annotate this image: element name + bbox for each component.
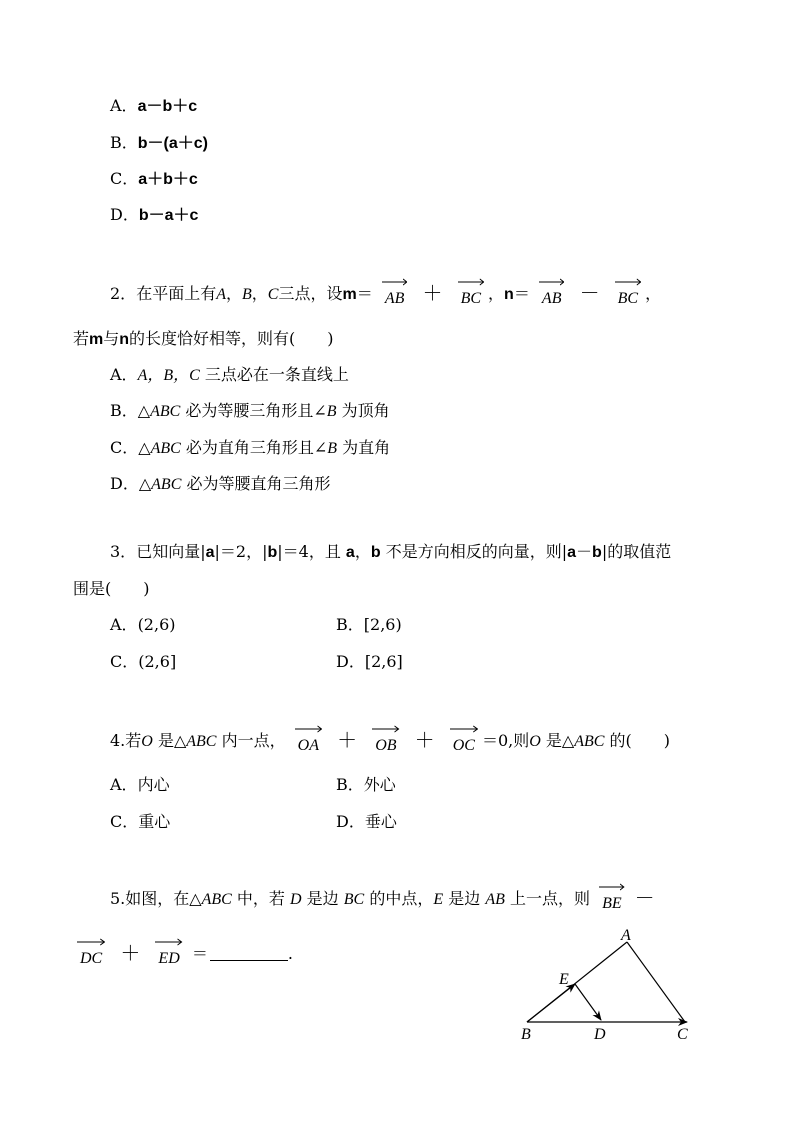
q5-stem-line2: DC ＋ ED ＝ . (73, 942, 293, 970)
q2-stem-line1: 2．在平面上有A，B，C三点，设m＝ AB ＋ BC ，n＝ AB － BC ， (110, 282, 661, 310)
label-d: D (594, 1026, 606, 1043)
answer-blank[interactable] (210, 944, 288, 961)
q2-option-c: C．△ABC 必为直角三角形且∠B 为直角 (110, 438, 391, 457)
q5-stem-line1: 5.如图，在△ABC 中，若 D 是边 BC 的中点，E 是边 AB 上一点，则 BE － (110, 887, 661, 915)
label-c: C (677, 1026, 688, 1043)
q3-option-c: C．(2,6] (110, 652, 177, 671)
q2-option-a: A．A，B，C 三点必在一条直线上 (110, 365, 349, 384)
vector-ob: OB (372, 735, 399, 757)
q3-stem-line2: 围是( ) (73, 579, 150, 598)
q4-option-a: A．内心 (110, 775, 170, 794)
q1-option-d: D．b－a＋c (110, 205, 199, 224)
vector-oc: OC (450, 735, 478, 757)
q1-option-b: B．b－(a＋c) (110, 133, 208, 152)
vector-be: BE (599, 893, 625, 915)
vector-be-arrow (527, 984, 575, 1022)
label-a: A (621, 927, 631, 944)
triangle-figure (515, 926, 705, 1046)
vector-dc: DC (77, 948, 105, 970)
q1-option-a: A．a－b＋c (110, 96, 198, 115)
q1-option-c: C．a＋b＋c (110, 169, 198, 188)
q2-stem-line2: 若m与n的长度恰好相等，则有( ) (73, 329, 334, 348)
q3-stem-line1: 3．已知向量|a|＝2，|b|＝4，且 a，b 不是方向相反的向量，则|a－b|的取值范 (110, 542, 672, 561)
q4-option-d: D．垂心 (336, 812, 397, 831)
q4-option-b: B．外心 (336, 775, 396, 794)
vector-bc: BC (458, 288, 484, 310)
q4-stem: 4.若O 是△ABC 内一点， OA ＋ OB ＋ OC ＝0,则O 是△ABC 的( ) (110, 729, 670, 757)
q3-option-a: A．(2,6) (110, 615, 176, 634)
q2-option-b: B．△ABC 必为等腰三角形且∠B 为顶角 (110, 401, 390, 420)
q3-option-b: B．[2,6) (336, 615, 402, 634)
vector-ab-2: AB (539, 288, 565, 310)
q4-option-c: C．重心 (110, 812, 171, 831)
vector-oa: OA (295, 735, 322, 757)
label-e: E (559, 971, 569, 988)
q3-option-d: D．[2,6] (336, 652, 403, 671)
q2-option-d: D．△ABC 必为等腰直角三角形 (110, 474, 331, 493)
vector-ab: AB (382, 288, 408, 310)
vector-bc-2: BC (615, 288, 641, 310)
label-b: B (521, 1026, 531, 1043)
side-ac (627, 942, 685, 1022)
vector-ed: ED (155, 948, 182, 970)
vector-ed-arrow (575, 984, 601, 1020)
